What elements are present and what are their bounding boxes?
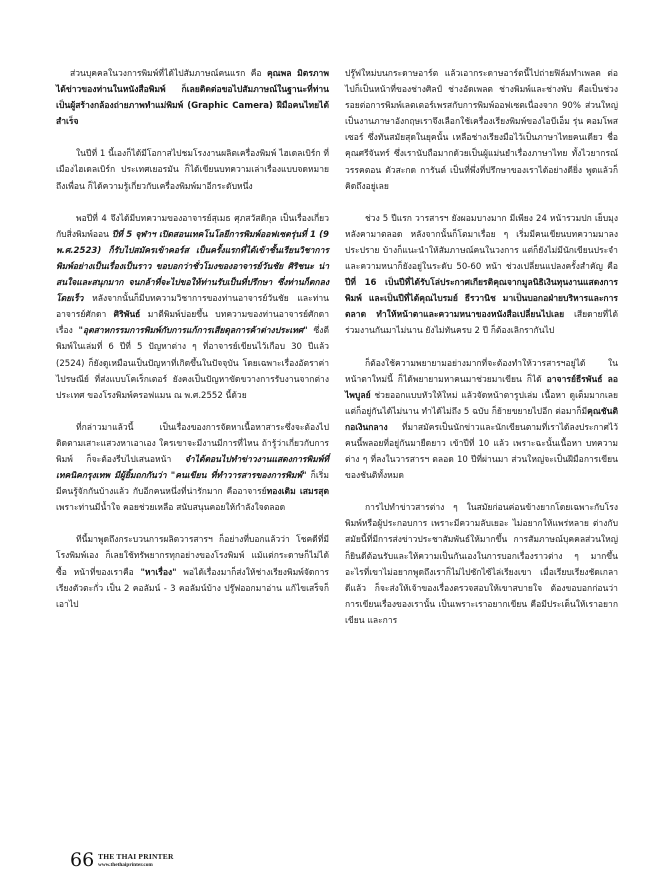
left-paragraph-4 — [56, 420, 329, 517]
text-run-bold: ได้ข่าวของท่านในหนังสือพิมพ์ ก็เลยติดต่อขอไปสัมภาษณ์ในฐานะที่ท่านเป็นผู้สร้างกล้องถ่ายภาพทำแม่พิมพ์ (Graphic Camera) ฝีมือคนไทยได้สำเร็จ — [56, 85, 329, 128]
text-run: ก็ต้องใช้ความพยายามอย่างมากที่จะต้องทำให้วารสารฯอยู่ได้ ในหน้าตาใหม่นี้ ก็ได้พยายามหาคนมาช่วยมาเขียน ก็ได้ — [345, 358, 618, 385]
left-paragraph-1 — [56, 66, 329, 130]
person-name: คุณพล มิตรภาพ — [266, 69, 329, 79]
right-paragraph-2 — [345, 211, 618, 340]
text-run: ซึ่งตีพิมพ์ในเล่มที่ 6 ปีที่ 5 ปัญหาต่าง ๆ ที่อาจารย์เขียนไว้เกือบ 30 ปีแล้ว (2524) ก็ยังดูเหมือนเป็นปัญหาที่เกิดขึ้นในปัจจุบัน โดยเฉพาะเรื่องอัตราค่าไปรษณีย์ ที่ส่งแบบโคเร็กเตอร์ ยังคงเป็นปัญหาขัดขวางการรับงานจากต่างประเทศ ของโรงพิมพ์ครอฟแมน ณ พ.ศ.2552 นี้ด้วย — [56, 326, 329, 401]
person-name: อาจารย์ธีรพันธ์ ลอไพบูลย์ — [345, 374, 618, 401]
text-run: เสียดายที่ได้ร่วมงานกันมาไม่นาน ยังไม่ทันครบ 2 ปี ก็ต้องเลิกรากันไป — [345, 310, 618, 337]
person-name: คุณชันติ กอเงินกลาง — [345, 406, 618, 433]
article-title: "อุตสาหกรรมการพิมพ์กับการแก้การเสียดุลการค้าต่างประเทศ" — [78, 326, 308, 337]
left-paragraph-5 — [56, 532, 329, 612]
text-run: เพราะท่านมีน้ำใจ คอยช่วยเหลือ สนับสนุนคอยให้กำลังใจตลอด — [56, 503, 286, 514]
right-paragraph-3 — [345, 356, 618, 485]
text-run: พอปีที่ 4 จึงได้มีบทความของอาจารย์สุเมธ ศุภสวัสดิกุล เป็นเรื่องเกี่ยวกับสิ่งพิมพ์ออน — [56, 213, 329, 240]
text-run-bold: ปีที่ 16 เป็นปีที่ได้รับโล่ประกาศเกียรติคุณจากมูลนิธิเงินทุนงานแสดงการพิมพ์ และเป็นปีที่ได้คุณไบรมย์ ธีรวานิช มาเป็นบอกอฝ่ายบริหารและการตลาด ทำให้หน้าตาและความหนาของหนังสือเปลี่ยนไปเลย — [345, 278, 618, 321]
text-run: ที่มาสมัครเป็นนักข่าวและนักเขียนตามที่เราได้ลงประกาศไว้ คนนี้พลอยที่อยู่กันมายืดยาว เข้าปีที่ 10 แล้ว เพราะฉะนั้นเนื้อหา บทความต่าง ๆ ที่ลงในวารสารฯ ตลอด 10 ปีที่ผ่านมา ส่วนใหญ่จะเป็นฝีมือการเขียนของชันติทั้งหมด — [345, 422, 618, 482]
text-run-bold-italic: ปีที่ 5 จุฬาฯ เปิดสอนเทคโนโลยีการพิมพ์ออฟเซตรุ่นที่ 1 (9 พ.ศ.2523) ก็รับไปสมัครเข้าคอร์ส เป็นครั้งแรกที่ได้เข้าชั้นเรียนวิชาการพิมพ์อย่างเป็นเรื่องเป็นราว ขอบอกว่าชั่วโมงของอาจารย์วันชัย ศิริชนะ น่าสนใจและสนุกมาก จนกล้าที่จะไปขอให้ท่านรับเป็นที่ปรึกษา ซึ่งท่านก็ตกลงโดยเร็ว — [56, 229, 329, 305]
text-run-bold-italic: จำได้ตอนไปทำข่าวงานแสดงการพิมพ์ที่เทคนิคกรุงเทพ มีผู้ยิ้มถกกันว่า "คนเขียน ที่ทำวารสารของการพิมพ์" — [56, 454, 329, 482]
left-paragraph-3 — [56, 211, 329, 404]
person-name: ศิริพันธ์ — [113, 310, 141, 321]
right-column — [345, 66, 618, 645]
text-run: ก็เริ่มมีคนรู้จักกันบ้างแล้ว กับอีกคนหนึ่งที่น่ารักมาก คืออาจารย์ — [56, 471, 329, 498]
quoted-term: "หาเรื่อง" — [140, 567, 177, 578]
right-paragraph-4: การไปทำข่าวสารต่าง ๆ ในสมัยก่อนค่อนข้างยากโดยเฉพาะกับโรงพิมพ์หรือผู้ประกอบการ เพราะมีความลับเยอะ ไม่อยากให้แพร่หลาย ต่างกับสมัยนี้ที่มีการส่งข่าวประชาสัมพันธ์ให้มากขึ้น การสัมภาษณ์บุคคลส่วนใหญ่ก็ยินดีต้อนรับและให้ความเป็นกันเองในการบอกเรื่องราวต่าง ๆ มากขึ้น อะไรที่เขาไม่อยากพูดถึงเราก็ไม่ไปซักไซ้ไล่เรียงเขา เมื่อเรียบเรียงชัดเกลาดีแล้ว ก็จะส่งให้เจ้าของเรื่องตรวจสอบให้เขาสบายใจ ต้องขอบอกก่อนว่า การเขียนเรื่องของเรานั้น เป็นเพราะเราอยากเขียน คือมีประเด็นให้เราอยากเขียน และการ — [345, 503, 618, 626]
magazine-url: www.thethaiprinter.com — [98, 862, 153, 868]
text-run: ช่วยออกแบบหัวให้ใหม่ แล้วจัดหน้าตารูปเล่ม เนื้อหา ดูเต็มมากเลย แต่ก็อยู่กันได้ไม่นาน ทำได้ไม่ถึง 5 ฉบับ ก็ย้ายขยายไปอีก ต่อมาก็มี — [345, 390, 618, 417]
text-run: หลังจากนั้นก็มีบทความวิชาการของท่านอาจารย์วันชัย และท่านอาจารย์ศักดา — [56, 294, 329, 321]
text-run: พอได้เรื่องมาก็ส่งให้ช่างเรียงพิมพ์จัดการเรียงตัวตะกั่ว เป็น 2 คอลัมน์ - 3 คอลัมน์บ้าง ปรู๊ฟออกมาอ่าน แก้ไขเสร็จก็เอาไป — [56, 567, 329, 610]
person-name: ทองเติม เสมรสุต — [266, 487, 329, 498]
left-paragraph-2: ในปีที่ 1 นี้เองก็ได้มีโอกาสไปชมโรงงานผลิตเครื่องพิมพ์ ไฮเดลเบิร์ก ที่เมืองไฮเดลเบิร์ก ประเทศเยอรมัน ก็ได้เขียนบทความเล่าเรื่องแบบจดหมายถึงเพื่อน ก็ได้ความรู้เกี่ยวกับเครื่องพิมพ์มาอีกระดับหนึ่ง — [56, 149, 329, 192]
text-run: ทีนี้มาพูดถึงกระบวนการผลิตวารสารฯ ก็อย่างที่บอกแล้วว่า โชคดีที่มีโรงพิมพ์เอง ก็เลยใช้ทรัพยากรทุกอย่างของโรงพิมพ์ แม้แต่กระดาษก็ไม่ได้ซื้อ หน้าที่ของเราคือ — [56, 535, 329, 578]
text-run: มาตีพิมพ์บ่อยขึ้น บทความของท่านอาจารย์ศักดา เรื่อง — [56, 310, 329, 337]
left-column — [56, 66, 329, 629]
right-paragraph-1: ปรู๊ฟใหม่บนกระดาษอาร์ต แล้วเอากระดาษอาร์ตนี้ไปถ่ายฟิล์มทำเพลต ต่อไปก็เป็นหน้าที่ของช่างศิลป์ ช่างอัดเพลต ช่างพิมพ์และช่างพับ คือเป็นช่วงรอยต่อการพิมพ์เลตเตอร์เพรสกับการพิมพ์ออฟเซตเนื่องจาก 90% ส่วนใหญ่เป็นงานภาษาอังกฤษเราจึงเลือกใช้เครื่องเรียงพิมพ์ของไอบีเอ็ม รุ่น คอมโพสเซอร์ ซึ่งทันสมัยสุดในยุคนั้น เหลือช่างเรียงมือไว้เป็นภาษาไทยคนเดียว ชื่อคุณศรีจันทร์ ซึ่งเรานับถือมากด้วยเป็นผู้แม่นยำเรื่องภาษาไทย ทั้งไวยากรณ์ วรรคตอน ตัวสะกด การันต์ เป็นที่พึ่งที่ปรึกษาของเราได้อย่างดียิ่ง พูดแล้วก็คิดถึงอยู่เลย — [345, 69, 618, 192]
text-run: ที่กล่าวมาแล้วนี้ เป็นเรื่องของการจัดหาเนื้อหาสาระซึ่งจะต้องไปติดตามเสาะแสวงหาเอาเอง ใครเขาจะมีงานมีการที่ไหน ถ้ารู้ว่าเกี่ยวกับการพิมพ์ ก็จะต้องรีบไปเสนอหน้า — [56, 422, 329, 465]
text-run: ส่วนบุคคลในวงการพิมพ์ที่ได้ไปสัมภาษณ์คนแรก คือ — [70, 69, 267, 79]
text-run: ช่วง 5 ปีแรก วารสารฯ ยังผอมบางมาก มีเพียง 24 หน้ารวมปก เย็บมุงหลังคามาตลอด หลังจากนั้นก็โตมาเรื่อย ๆ เริ่มมีคนเขียนบทความมาลงประปราย บ้างก็แนะนำให้สัมภาษณ์คนในวงการ แต่ก็ยังไม่มีนักเขียนประจำ และความหนาก็ยังอยู่ในระดับ 50-60 หน้า ช่วงเปลี่ยนแปลงครั้งสำคัญ คือ — [345, 213, 618, 273]
magazine-brand: THE THAI PRINTER — [98, 852, 174, 861]
page-number: 66 — [70, 849, 95, 871]
